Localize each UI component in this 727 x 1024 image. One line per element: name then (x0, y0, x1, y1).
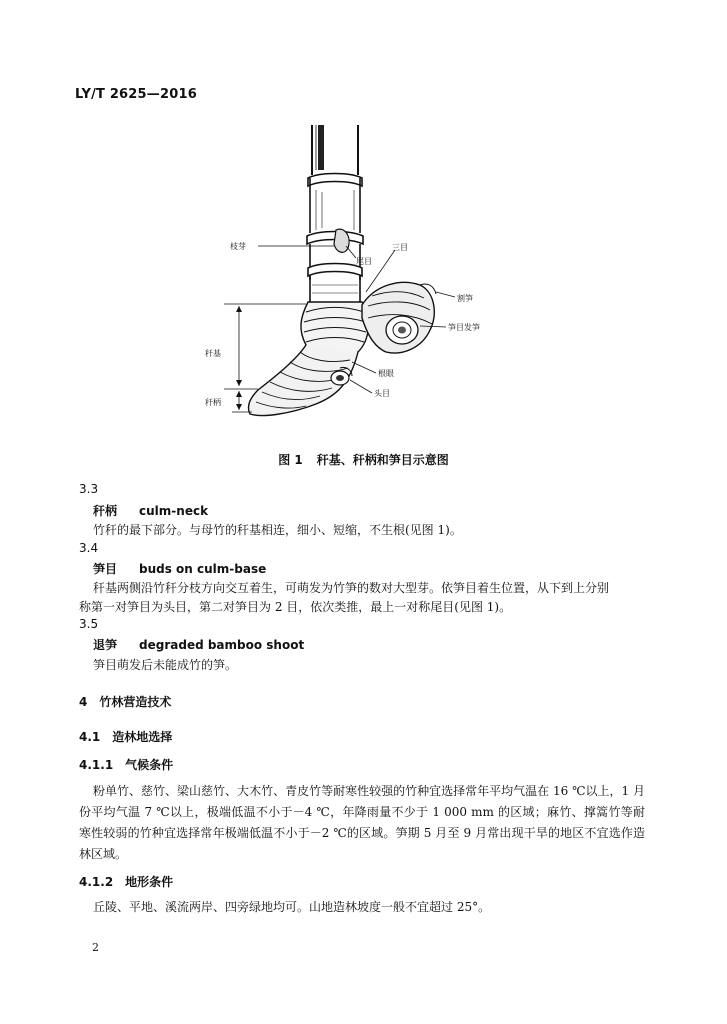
term-en: culm-neck (139, 504, 209, 518)
term-definition-line1: 秆基两侧沿竹秆分枝方向交互着生，可萌发为竹笋的数对大型芽。依笋目着生位置，从下到上分别 (93, 581, 610, 595)
heading-4-1-1 (79, 756, 173, 773)
term-cn: 退笋 (93, 638, 118, 652)
term (93, 502, 208, 519)
caption-number: 图 1 (278, 453, 303, 467)
heading-title: 竹林营造技术 (99, 695, 172, 709)
section-number: 3.5 (79, 617, 99, 631)
label-head-bud: 头目 (374, 389, 390, 398)
label-branch-bud: 枝芽 (230, 242, 246, 251)
section-number: 3.3 (79, 482, 99, 496)
label-root-eye: 根眼 (378, 369, 394, 378)
standard-code: LY/T 2625—2016 (75, 87, 197, 102)
label-abortive-shoot: 割笋 (457, 294, 473, 303)
caption-text: 秆基、秆柄和笋目示意图 (316, 453, 449, 467)
heading-number: 4.1.2 (79, 875, 114, 889)
term-cn: 秆柄 (93, 504, 118, 518)
heading-title: 气候条件 (125, 758, 174, 772)
term-en: degraded bamboo shoot (139, 638, 305, 652)
figure-caption (0, 451, 727, 468)
heading-number: 4.1.1 (79, 758, 114, 772)
term-cn: 笋目 (93, 562, 118, 576)
label-third-bud: 三目 (392, 243, 408, 252)
culm-illustration (248, 125, 436, 416)
term (93, 636, 304, 653)
term-en: buds on culm-base (139, 562, 267, 576)
term (93, 560, 266, 577)
terrain-paragraph: 丘陵、平地、溪流两岸、四旁绿地均可。山地造林坡度一般不宜超过 25°。 (93, 900, 491, 914)
heading-title: 造林地选择 (112, 730, 173, 744)
term-definition-line2: 称第一对笋目为头目，第二对笋目为 2 目，依次类推，最上一对称尾目(见图 1)。 (79, 600, 512, 614)
heading-title: 地形条件 (125, 875, 174, 889)
term-definition: 竹秆的最下部分。与母竹的秆基相连，细小、短缩，不生根(见图 1)。 (93, 523, 462, 537)
heading-number: 4 (79, 695, 88, 709)
label-culm-neck: 秆柄 (205, 398, 221, 407)
heading-number: 4.1 (79, 730, 101, 744)
bamboo-culm-base-figure (0, 0, 727, 440)
heading-4 (79, 693, 171, 710)
section-number: 3.4 (79, 541, 99, 555)
page-number: 2 (92, 941, 99, 954)
heading-4-1 (79, 728, 172, 745)
heading-4-1-2 (79, 873, 173, 890)
climate-paragraph: 粉单竹、慈竹、梁山慈竹、大木竹、青皮竹等耐寒性较强的竹种宜选择常年平均气温在 16 ℃以上，1 月份平均气温 7 ℃以上，极端低温不小于－4 ℃，年降雨量不少于 1 000 mm 的区域；麻竹、撑篙竹等耐寒性较弱的竹种宜选择常年极端低温不小于－2 ℃的区域。笋期 5 月至 9 月常出现干旱的地区不宜选作造林区域。 (79, 784, 645, 861)
label-culm-base: 秆基 (205, 349, 221, 358)
term-definition: 笋目萌发后未能成竹的笋。 (93, 658, 238, 672)
label-tail-bud: 尾目 (356, 257, 372, 266)
label-bud-shoot: 笋目发笋 (448, 323, 480, 332)
